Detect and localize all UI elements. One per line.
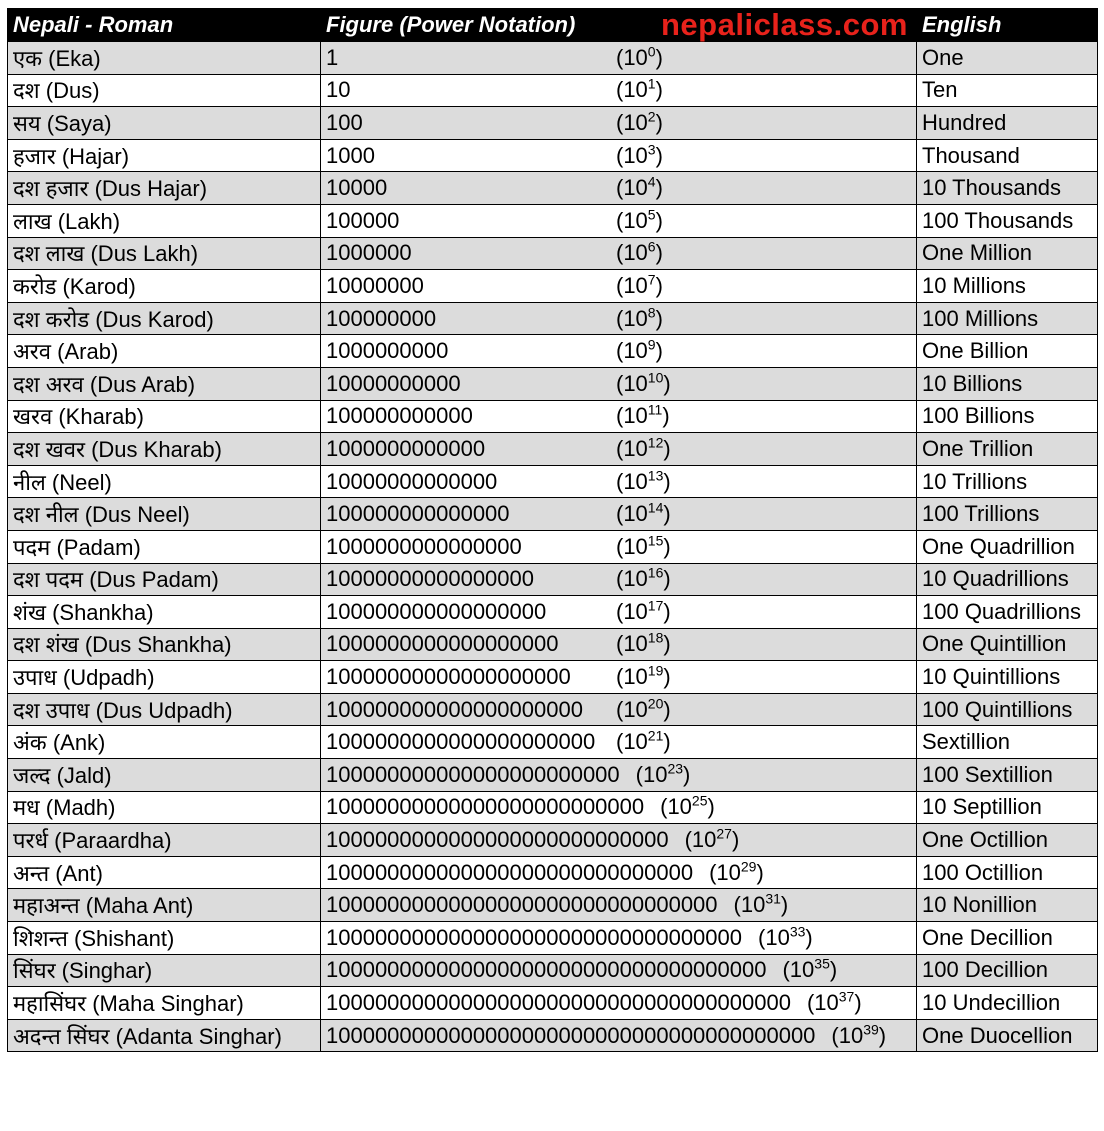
exponent: 16 [647, 564, 664, 581]
english-cell: 100 Sextillion [917, 759, 1098, 792]
table-row [8, 42, 1098, 75]
table-row [8, 335, 1098, 368]
number-names-table [7, 8, 1098, 1052]
exponent: 39 [863, 1021, 879, 1038]
nepali-roman-cell: दश करोड (Dus Karod) [8, 302, 321, 335]
power-notation: $(10^{15})$ [616, 532, 671, 559]
nepali-roman-cell: परर्ध (Paraardha) [8, 824, 321, 857]
exponent: 19 [647, 662, 664, 679]
nepali-roman-cell: करोड (Karod) [8, 270, 321, 303]
exponent: 29 [740, 858, 757, 875]
figure-cell [321, 759, 917, 792]
english-cell: 100 Decillion [917, 954, 1098, 987]
table-row [8, 172, 1098, 205]
power-notation: $(10^{27})$ [684, 825, 740, 853]
exponent: 10 [647, 369, 664, 386]
table-row [8, 759, 1098, 792]
table-row [8, 856, 1098, 889]
table-row [8, 596, 1098, 629]
power-notation: $(10^2)$ [616, 108, 663, 135]
english-cell: One Octillion [917, 824, 1098, 857]
english-cell: 10 Undecillion [917, 987, 1098, 1020]
english-cell: One Billion [917, 335, 1098, 368]
power-notation: $(10^{29})$ [709, 858, 764, 885]
figure-value: 10000000000000000 [326, 566, 535, 592]
power-notation: $(10^{11})$ [616, 402, 670, 429]
header-row [8, 9, 1098, 42]
figure-value: 1000000000000000000 [326, 631, 559, 657]
nepali-roman-cell: दश उपाध (Dus Udpadh) [8, 693, 321, 726]
figure-cell [321, 302, 917, 335]
exponent: 33 [789, 923, 806, 940]
nepali-roman-cell: दश (Dus) [8, 74, 321, 107]
english-cell: 10 Millions [917, 270, 1098, 303]
nepali-roman-cell: दश खवर (Dus Kharab) [8, 433, 321, 466]
power-notation: $(10^{20})$ [616, 695, 671, 722]
figure-cell [321, 693, 917, 726]
figure-value: 1000000000000000000000000000 [326, 827, 669, 853]
figure-cell [321, 954, 917, 987]
table-row [8, 237, 1098, 270]
table-row [8, 400, 1098, 433]
figure-value: 1000000000000000000000000000000000 [326, 924, 743, 950]
english-cell: 100 Billions [917, 400, 1098, 433]
table-row [8, 204, 1098, 237]
figure-cell [321, 889, 917, 922]
table-row [8, 302, 1098, 335]
figure-cell [321, 661, 917, 694]
table-row [8, 498, 1098, 531]
nepali-roman-cell: महासिंघर (Maha Singhar) [8, 987, 321, 1020]
exponent: 27 [716, 825, 732, 842]
power-notation: $(10^{35})$ [782, 956, 838, 983]
figure-cell [321, 922, 917, 955]
english-cell: One Million [917, 237, 1098, 270]
table-row [8, 889, 1098, 922]
figure-value: 1000 [326, 142, 375, 168]
figure-value: 10000000000 [326, 370, 461, 396]
exponent: 6 [647, 239, 656, 256]
figure-cell [321, 237, 917, 270]
exponent: 13 [647, 467, 664, 484]
nepali-roman-cell: सय (Saya) [8, 107, 321, 140]
exponent: 11 [647, 402, 663, 418]
exponent: 20 [647, 695, 664, 712]
nepali-roman-cell: सिंघर (Singhar) [8, 954, 321, 987]
english-cell: 10 Billions [917, 367, 1098, 400]
nepali-roman-cell: दश हजार (Dus Hajar) [8, 172, 321, 205]
english-cell: One [917, 42, 1098, 75]
english-cell: One Quadrillion [917, 530, 1098, 563]
nepali-roman-cell: मध (Madh) [8, 791, 321, 824]
table-row [8, 270, 1098, 303]
power-notation: $(10^4)$ [616, 173, 663, 201]
table-row [8, 563, 1098, 596]
nepali-roman-cell: शिशन्त (Shishant) [8, 922, 321, 955]
power-notation: $(10^{31})$ [733, 890, 789, 918]
header-nepali-roman: Nepali - Roman [8, 9, 321, 42]
nepali-roman-cell: शंख (Shankha) [8, 596, 321, 629]
nepali-roman-cell: महाअन्त (Maha Ant) [8, 889, 321, 922]
nepali-roman-cell: उपाध (Udpadh) [8, 661, 321, 694]
figure-value: 10 [326, 77, 351, 103]
table-row [8, 987, 1098, 1020]
english-cell: 100 Trillions [917, 498, 1098, 531]
english-cell: Ten [917, 74, 1098, 107]
english-cell: 10 Quadrillions [917, 563, 1098, 596]
english-cell: 100 Quadrillions [917, 596, 1098, 629]
table-row [8, 693, 1098, 726]
figure-value: 100000000000 [326, 403, 473, 429]
figure-cell [321, 824, 917, 857]
figure-cell [321, 856, 917, 889]
figure-value: 10000000000000000000000000000000000000 [326, 990, 791, 1016]
table-row [8, 628, 1098, 661]
english-cell: 100 Thousands [917, 204, 1098, 237]
table-row [8, 530, 1098, 563]
figure-cell [321, 367, 917, 400]
power-notation: $(10^3)$ [616, 141, 663, 168]
figure-value: 10000000000000000000000000 [326, 794, 645, 820]
exponent: 4 [647, 173, 656, 190]
english-cell: Sextillion [917, 726, 1098, 759]
power-notation: $(10^5)$ [616, 206, 663, 233]
table-row [8, 107, 1098, 140]
figure-value: 100000 [326, 207, 400, 233]
english-cell: 100 Octillion [917, 856, 1098, 889]
exponent: 12 [647, 434, 664, 451]
english-cell: 10 Nonillion [917, 889, 1098, 922]
power-notation: $(10^1)$ [616, 76, 663, 103]
figure-value: 10000000 [326, 272, 424, 298]
english-cell: 100 Millions [917, 302, 1098, 335]
english-cell: 100 Quintillions [917, 693, 1098, 726]
power-notation: $(10^{37})$ [806, 988, 862, 1016]
nepali-roman-cell: अरव (Arab) [8, 335, 321, 368]
nepali-roman-cell: नील (Neel) [8, 465, 321, 498]
figure-value: 1000000000000 [326, 435, 486, 461]
header-figure-label: Figure (Power Notation) [326, 12, 576, 37]
figure-cell [321, 107, 917, 140]
header-english: English [917, 9, 1098, 42]
power-notation: $(10^{19})$ [616, 662, 671, 690]
nepali-roman-cell: दश लाख (Dus Lakh) [8, 237, 321, 270]
power-notation: $(10^{25})$ [660, 793, 715, 820]
table-row [8, 726, 1098, 759]
english-cell: One Duocellion [917, 1019, 1098, 1052]
power-notation: $(10^{21})$ [616, 727, 671, 755]
figure-cell [321, 204, 917, 237]
table-row [8, 661, 1098, 694]
figure-cell [321, 172, 917, 205]
power-notation: $(10^8)$ [616, 304, 663, 331]
exponent: 7 [647, 271, 656, 288]
exponent: 1 [647, 76, 656, 93]
figure-cell [321, 400, 917, 433]
nepali-roman-cell: दश पदम (Dus Padam) [8, 563, 321, 596]
power-notation: $(10^{16})$ [616, 564, 671, 592]
exponent: 37 [838, 988, 855, 1005]
nepali-roman-cell: हजार (Hajar) [8, 139, 321, 172]
figure-cell [321, 530, 917, 563]
table-row [8, 465, 1098, 498]
figure-cell [321, 596, 917, 629]
nepali-roman-cell: जल्द (Jald) [8, 759, 321, 792]
figure-value: 1000000000 [326, 338, 449, 364]
figure-cell [321, 498, 917, 531]
table-row [8, 922, 1098, 955]
figure-cell [321, 987, 917, 1020]
figure-cell [321, 335, 917, 368]
exponent: 35 [814, 956, 830, 973]
english-cell: 10 Trillions [917, 465, 1098, 498]
nepali-roman-cell: अंक (Ank) [8, 726, 321, 759]
figure-value: 100000000000000000000000000000000000 [326, 957, 767, 983]
power-notation: $(10^6)$ [616, 239, 663, 266]
power-notation: $(10^{14})$ [616, 499, 671, 527]
nepali-roman-cell: अदन्त सिंघर (Adanta Singhar) [8, 1019, 321, 1052]
power-notation: $(10^0)$ [616, 43, 663, 70]
exponent: 14 [647, 499, 664, 516]
figure-value: 1 [326, 44, 339, 70]
english-cell: Hundred [917, 107, 1098, 140]
power-notation: $(10^{10})$ [616, 369, 671, 396]
figure-cell [321, 1019, 917, 1052]
exponent: 31 [765, 890, 781, 907]
exponent: 8 [647, 304, 656, 321]
nepali-roman-cell: लाख (Lakh) [8, 204, 321, 237]
power-notation: $(10^{23})$ [635, 760, 691, 787]
nepali-roman-cell: खरव (Kharab) [8, 400, 321, 433]
figure-value: 100000000000000000000000 [326, 761, 620, 787]
figure-cell [321, 465, 917, 498]
table-row [8, 824, 1098, 857]
figure-value: 1000000000000000 [326, 533, 522, 559]
exponent: 23 [667, 760, 684, 777]
figure-cell [321, 74, 917, 107]
figure-value: 1000000 [326, 240, 412, 266]
nepali-roman-cell: दश नील (Dus Neel) [8, 498, 321, 531]
exponent: 2 [647, 108, 656, 125]
table-body [8, 42, 1098, 1052]
figure-value: 10000000000000000000000000000000 [326, 892, 718, 918]
power-notation: $(10^7)$ [616, 271, 663, 298]
exponent: 5 [647, 206, 656, 223]
english-cell: Thousand [917, 139, 1098, 172]
exponent: 15 [647, 532, 664, 549]
table-row [8, 139, 1098, 172]
figure-value: 10000000000000000000 [326, 664, 571, 690]
nepali-roman-cell: दश शंख (Dus Shankha) [8, 628, 321, 661]
figure-value: 100 [326, 109, 363, 135]
exponent: 18 [647, 630, 664, 647]
exponent: 3 [647, 141, 656, 158]
exponent: 0 [647, 43, 656, 60]
table-row [8, 74, 1098, 107]
figure-cell [321, 726, 917, 759]
english-cell: 10 Quintillions [917, 661, 1098, 694]
table-row [8, 954, 1098, 987]
figure-value: 100000000 [326, 305, 437, 331]
table-row [8, 1019, 1098, 1052]
power-notation: $(10^{33})$ [758, 923, 813, 950]
english-cell: 10 Thousands [917, 172, 1098, 205]
site-watermark: nepaliclass.com [660, 7, 908, 42]
exponent: 17 [647, 597, 664, 614]
power-notation: $(10^{13})$ [616, 467, 671, 494]
header-figure [321, 9, 917, 42]
exponent: 21 [647, 727, 664, 744]
figure-value: 100000000000000000000 [326, 696, 583, 722]
nepali-roman-cell: दश अरव (Dus Arab) [8, 367, 321, 400]
power-notation: $(10^{18})$ [616, 630, 671, 657]
nepali-roman-cell: अन्त (Ant) [8, 856, 321, 889]
figure-cell [321, 139, 917, 172]
figure-value: 10000000000000 [326, 468, 498, 494]
english-cell: 10 Septillion [917, 791, 1098, 824]
power-notation: $(10^{39})$ [831, 1021, 887, 1048]
power-notation: $(10^{17})$ [616, 597, 671, 624]
table-row [8, 433, 1098, 466]
figure-cell [321, 42, 917, 75]
figure-cell [321, 791, 917, 824]
english-cell: One Quintillion [917, 628, 1098, 661]
figure-value: 100000000000000000000000000000 [326, 859, 694, 885]
english-cell: One Trillion [917, 433, 1098, 466]
power-notation: $(10^9)$ [616, 336, 663, 364]
figure-value: 1000000000000000000000000000000000000000 [326, 1022, 816, 1048]
exponent: 9 [647, 336, 656, 353]
english-cell: One Decillion [917, 922, 1098, 955]
figure-value: 100000000000000000 [326, 598, 547, 624]
figure-cell [321, 628, 917, 661]
figure-cell [321, 563, 917, 596]
nepali-roman-cell: पदम (Padam) [8, 530, 321, 563]
figure-value: 100000000000000 [326, 501, 510, 527]
table-row [8, 367, 1098, 400]
table-row [8, 791, 1098, 824]
power-notation: $(10^{12})$ [616, 434, 671, 461]
figure-cell [321, 270, 917, 303]
figure-value: 1000000000000000000000 [326, 729, 596, 755]
figure-cell [321, 433, 917, 466]
nepali-roman-cell: एक (Eka) [8, 42, 321, 75]
figure-value: 10000 [326, 175, 388, 201]
exponent: 25 [691, 793, 708, 810]
